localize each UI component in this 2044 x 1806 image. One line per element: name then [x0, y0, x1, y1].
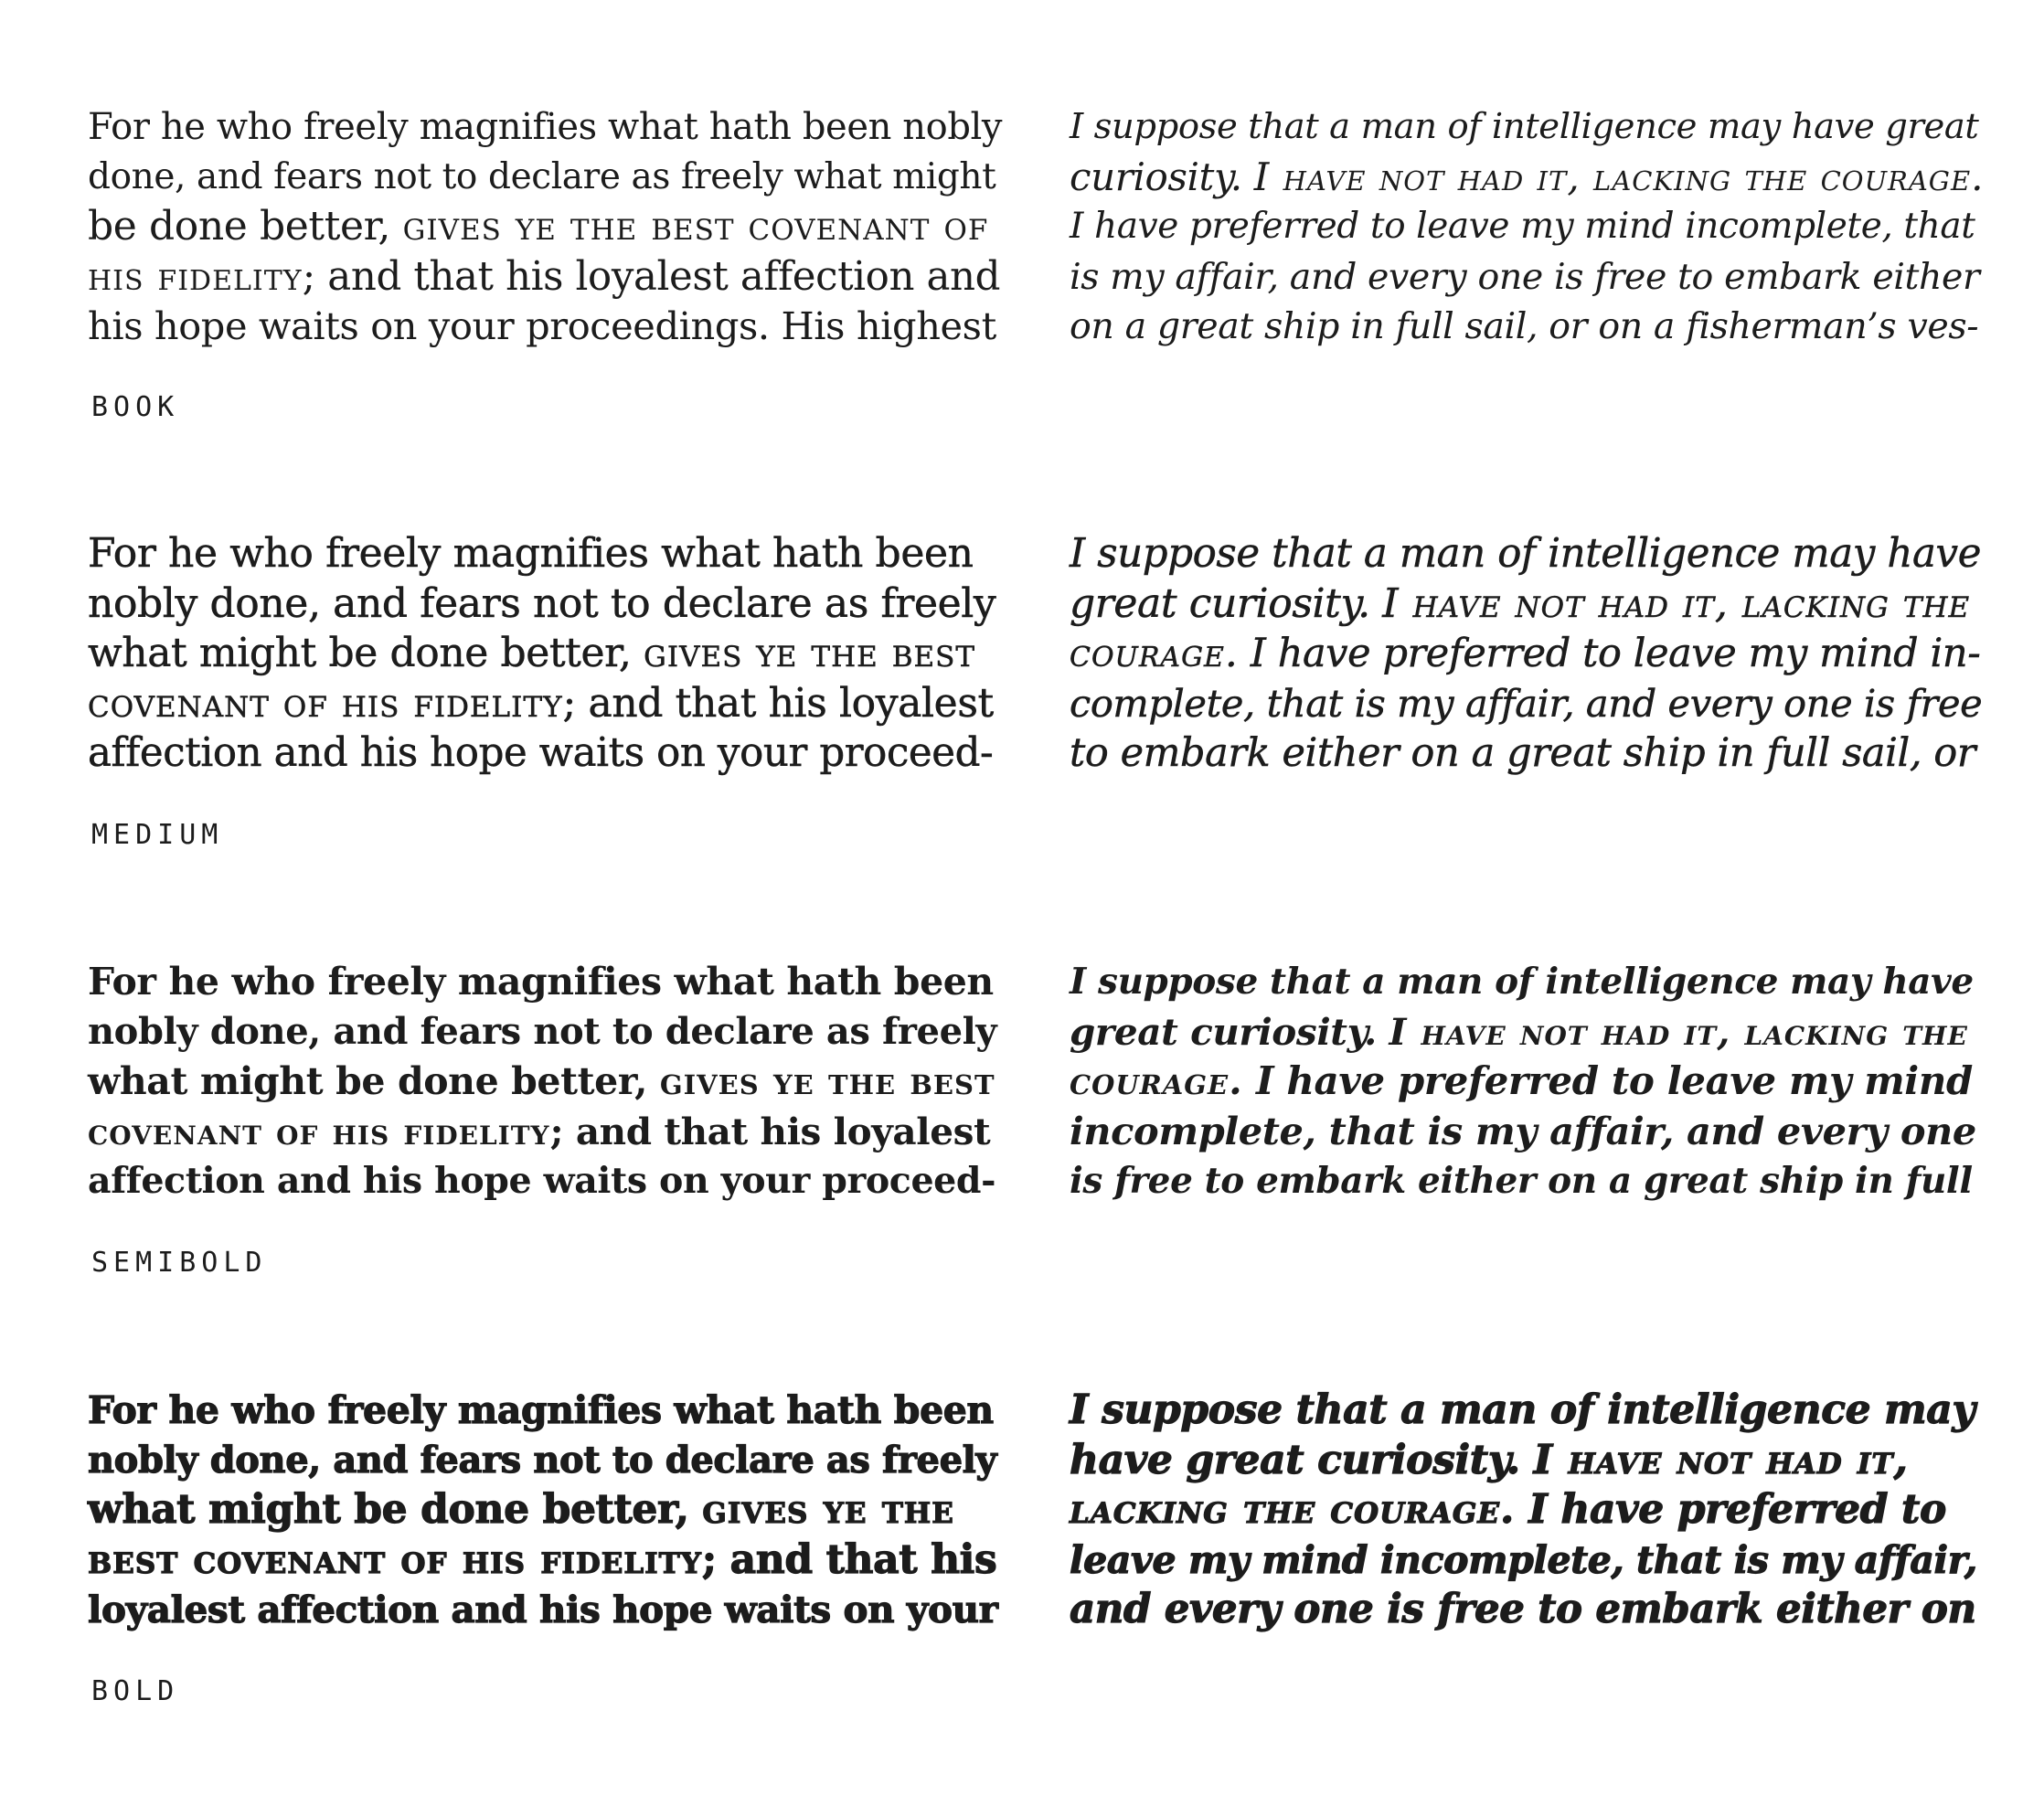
text-line: covenant of his fidelity; and that his loyalest: [88, 1109, 991, 1153]
bold-italic-specimen: [1070, 1386, 1984, 1632]
text-line: I suppose that a man of intelligence may have: [1070, 961, 1974, 1003]
text-line: I suppose that a man of intelligence may have: [1070, 531, 1982, 577]
text-line: done, and fears not to declare as freely what might: [88, 155, 996, 197]
small-caps-run: courage.: [1070, 1058, 1243, 1103]
small-caps-run: lacking the courage.: [1070, 1486, 1516, 1533]
semibold-roman-specimen: [88, 957, 1002, 1202]
medium-italic-specimen: [1070, 529, 1984, 776]
small-caps-run: I have not had it, lacking the: [1382, 579, 1971, 627]
text-line: great curiosity. I have not had it, lacking the: [1070, 1009, 1968, 1054]
text-line: For he who freely magnifies what hath been: [88, 960, 994, 1004]
text-line: what might be done better, gives ye the best: [88, 630, 976, 676]
text-line: courage. I have preferred to leave my mind: [1070, 1058, 1973, 1103]
text-line: I have preferred to leave my mind incomplete, that: [1070, 206, 1975, 247]
weight-label-book: BOOK: [91, 391, 180, 423]
text-line: best covenant of his fidelity; and that his: [88, 1535, 997, 1583]
text-line: covenant of his fidelity; and that his loyalest: [88, 679, 994, 727]
medium-roman-specimen: [88, 529, 1002, 776]
text-line: I suppose that a man of intelligence may have great: [1070, 106, 1979, 147]
text-line: nobly done, and fears not to declare as freely: [88, 1438, 997, 1482]
text-line: For he who freely magnifies what hath been: [88, 1388, 994, 1432]
small-caps-run: courage.: [1070, 631, 1239, 676]
small-caps-run: I have not had it, lacking the: [1389, 1009, 1968, 1054]
text-line: have great curiosity. I have not had it,: [1070, 1436, 1909, 1483]
text-line: I suppose that a man of intelligence may: [1070, 1386, 1975, 1433]
text-line: is my affair, and every one is free to embark either: [1070, 255, 1980, 298]
bold-roman-specimen: [88, 1386, 1002, 1631]
text-line: and every one is free to embark either on: [1070, 1586, 1976, 1632]
text-line: his hope waits on your proceedings. His highest: [88, 303, 996, 348]
text-line: lacking the courage. I have preferred to: [1070, 1486, 1946, 1533]
book-italic-specimen: [1070, 102, 1985, 347]
small-caps-run: gives ye the best: [644, 630, 976, 676]
text-line: nobly done, and fears not to declare as freely: [88, 1009, 997, 1053]
text-line: complete, that is my affair, and every one is free: [1070, 680, 1983, 726]
text-line: curiosity. I have not had it, lacking the courage.: [1070, 154, 1985, 199]
text-line: what might be done better, gives ye the: [88, 1486, 954, 1533]
book-roman-specimen: [88, 102, 1003, 348]
text-line: For he who freely magnifies what hath been nobly: [88, 106, 1003, 148]
small-caps-run: I have not had it, lacking the courage.: [1253, 154, 1985, 199]
text-line: incomplete, that is my affair, and every one: [1070, 1108, 1976, 1153]
text-line: to embark either on a great ship in full sail, or: [1070, 730, 1976, 776]
text-line: nobly done, and fears not to declare as freely: [88, 579, 996, 627]
text-line: affection and his hope waits on your proceed-: [88, 1160, 996, 1202]
text-line: For he who freely magnifies what hath been: [88, 530, 974, 577]
text-line: affection and his hope waits on your proceed-: [88, 730, 994, 776]
small-caps-run: gives ye the best covenant of: [402, 203, 989, 250]
text-line: be done better, gives ye the best covenant of: [88, 203, 989, 250]
text-line: on a great ship in full sail, or on a fisherman’s ves-: [1070, 305, 1979, 347]
small-caps-run: gives ye the best: [659, 1059, 995, 1103]
text-line: courage. I have preferred to leave my mind in-: [1070, 631, 1981, 676]
small-caps-run: gives ye the: [702, 1486, 954, 1533]
small-caps-run: I have not had it,: [1533, 1436, 1909, 1483]
text-line: his fidelity; and that his loyalest affection and: [88, 253, 1001, 300]
small-caps-run: best covenant of his fidelity: [88, 1535, 702, 1583]
small-caps-run: his fidelity: [88, 253, 303, 300]
text-line: great curiosity. I have not had it, lacking the: [1070, 579, 1971, 627]
weight-label-medium: MEDIUM: [91, 819, 224, 851]
weight-label-semibold: SEMIBOLD: [91, 1247, 268, 1279]
weight-label-bold: BOLD: [91, 1675, 180, 1707]
text-line: what might be done better, gives ye the best: [88, 1059, 995, 1103]
semibold-italic-specimen: [1070, 957, 1984, 1202]
text-line: leave my mind incomplete, that is my affair,: [1070, 1537, 1977, 1582]
small-caps-run: covenant of his fidelity: [88, 1109, 550, 1153]
text-line: is free to embark either on a great ship in full: [1070, 1160, 1973, 1202]
small-caps-run: covenant of his fidelity: [88, 679, 563, 727]
text-line: loyalest affection and his hope waits on your: [88, 1588, 998, 1631]
